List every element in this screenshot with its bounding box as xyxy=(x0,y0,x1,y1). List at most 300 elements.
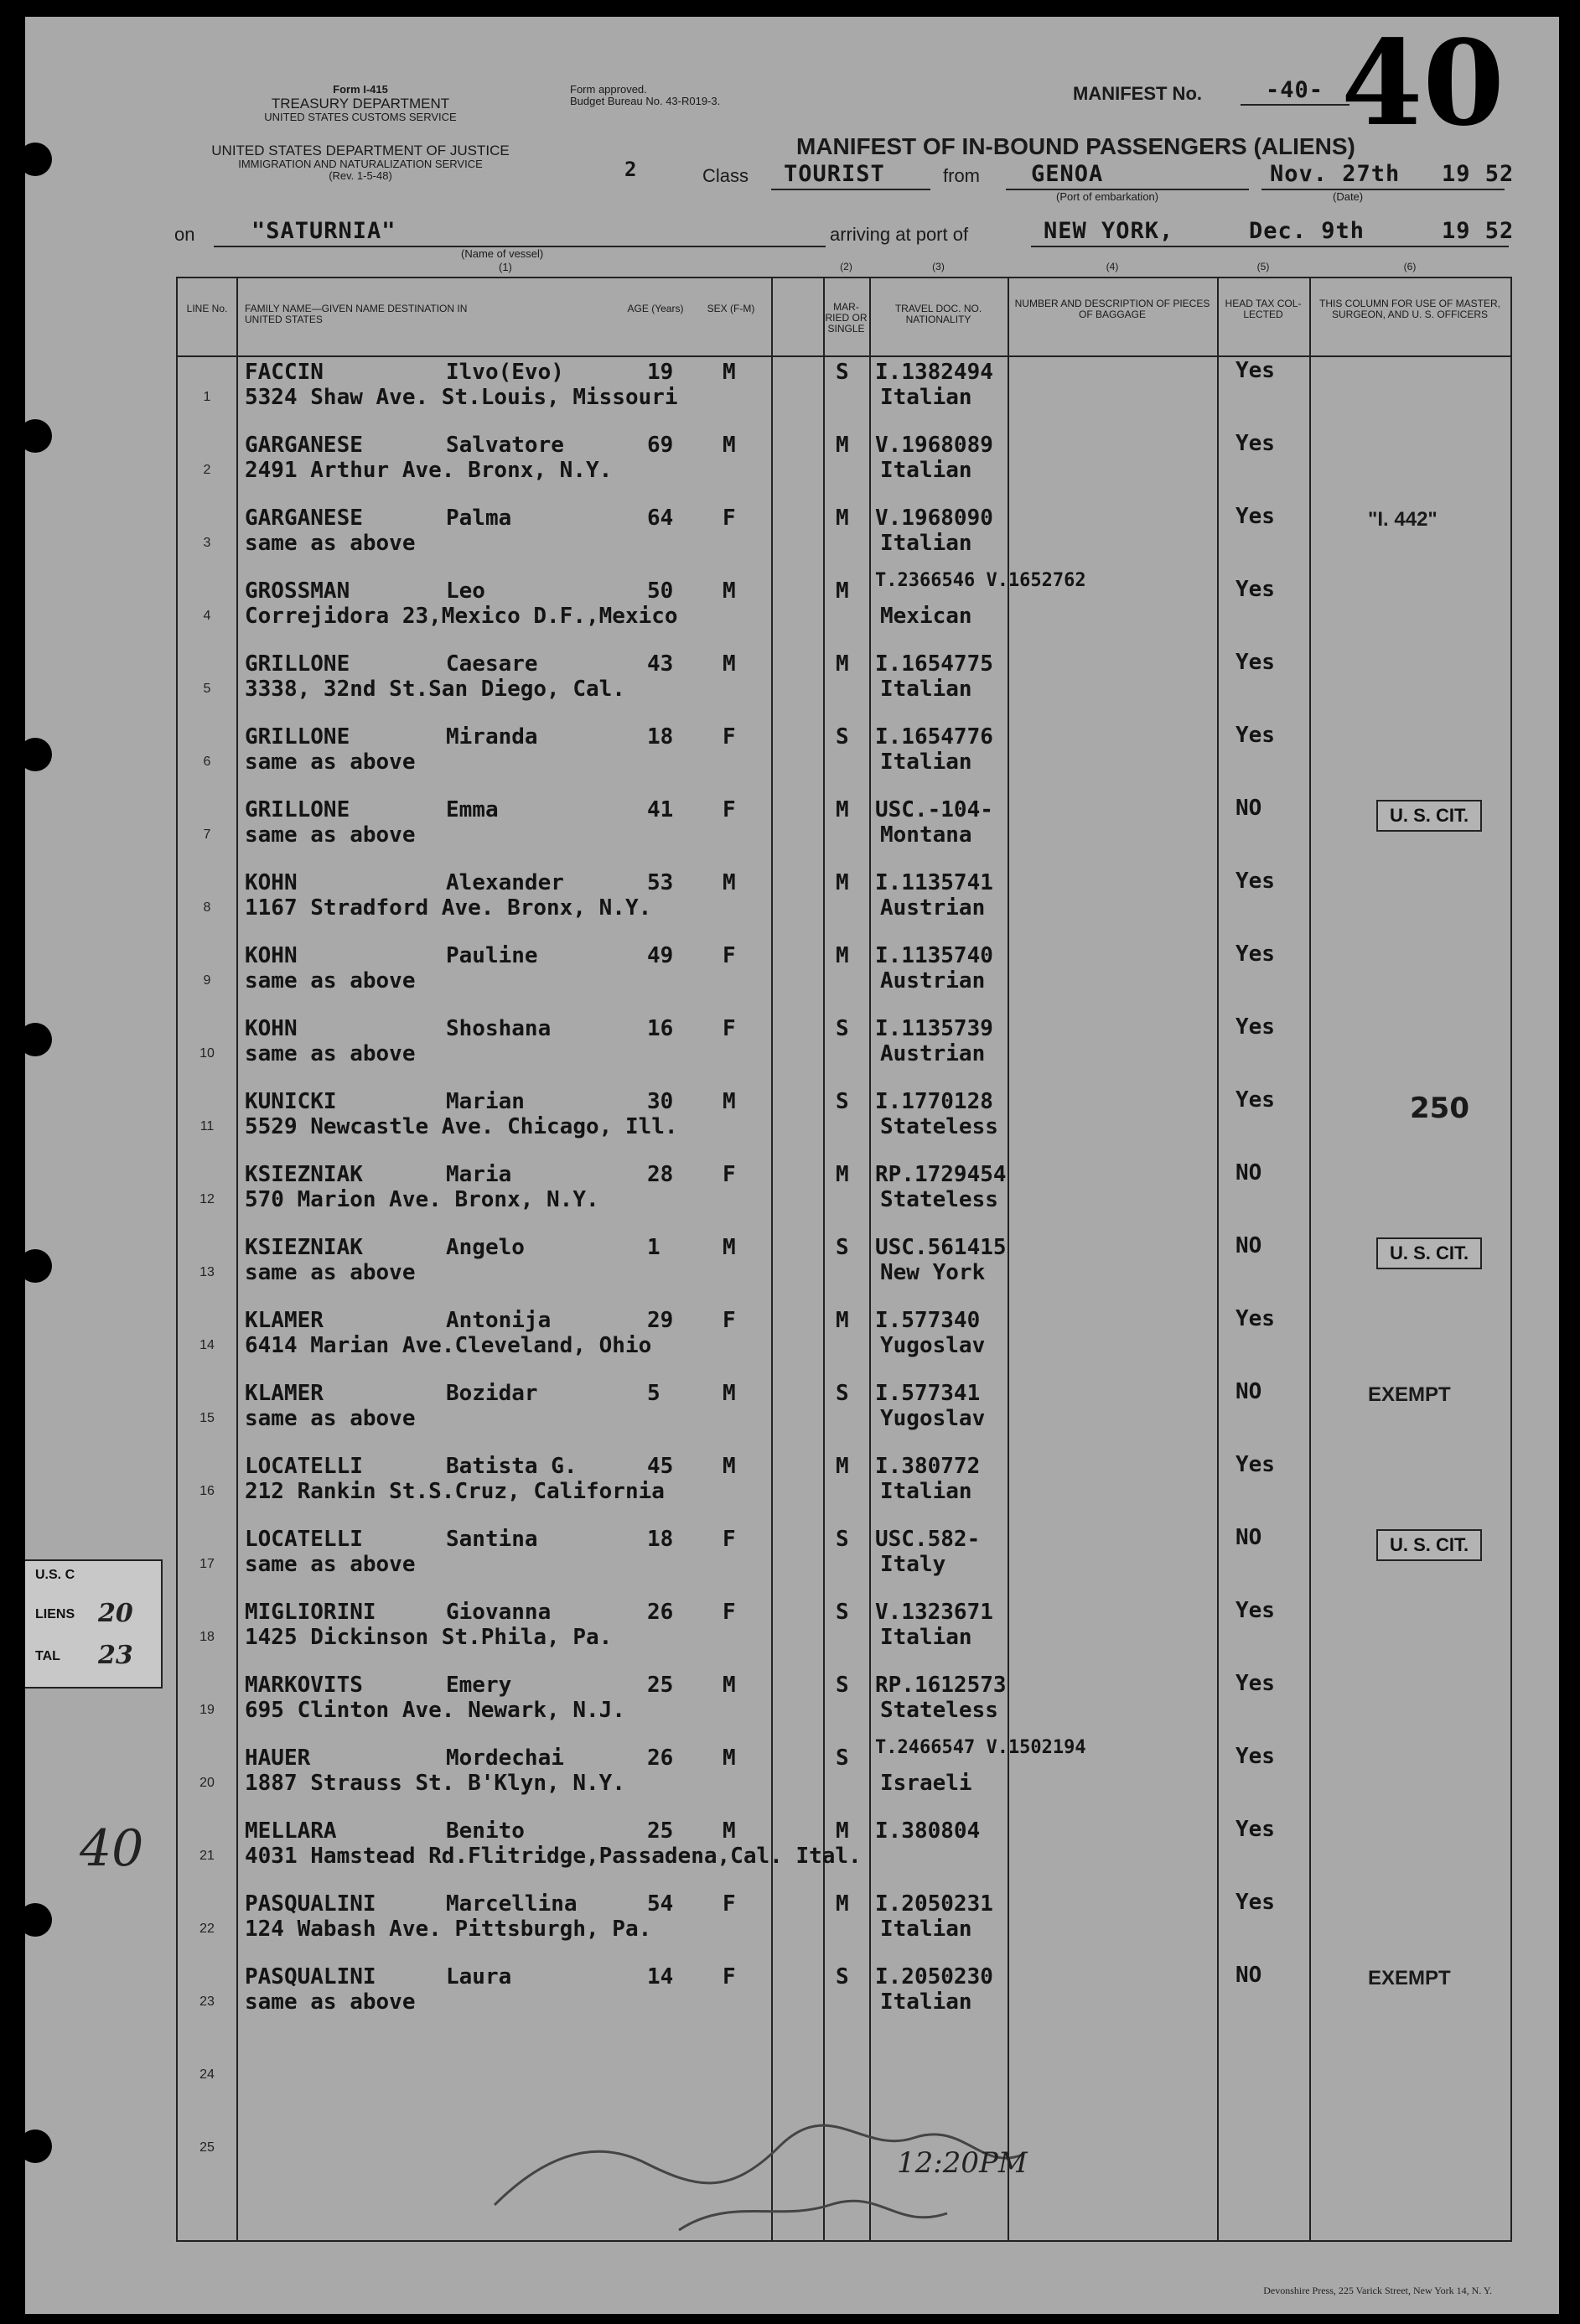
manifest-table xyxy=(176,261,1512,2242)
us-citizen-stamp: U. S. CIT. xyxy=(1376,800,1482,832)
travel-doc: RP.1729454 xyxy=(875,1162,1007,1187)
underline xyxy=(1261,189,1505,190)
age: 29 xyxy=(647,1308,674,1333)
given-name: Mordechai xyxy=(446,1746,564,1771)
nationality: Austrian xyxy=(880,895,986,921)
col-head-tax: HEAD TAX COLLECTED xyxy=(1225,298,1302,320)
head-tax: NO xyxy=(1236,1379,1262,1404)
marital-status: S xyxy=(836,360,849,385)
given-name: Santina xyxy=(446,1527,538,1552)
destination: 4031 Hamstead Rd.Flitridge,Passadena,Cal. Ital. xyxy=(245,1844,862,1869)
given-name: Ilvo(Evo) xyxy=(446,360,564,385)
given-name: Pauline xyxy=(446,943,538,968)
given-name: Benito xyxy=(446,1818,525,1844)
family-name: PASQUALINI xyxy=(245,1891,376,1917)
sailing-year: 19 52 xyxy=(1442,161,1515,187)
age: 43 xyxy=(647,651,674,677)
nationality: Austrian xyxy=(880,1041,986,1066)
nationality: Italian xyxy=(880,1917,972,1942)
family-name: FACCIN xyxy=(245,360,324,385)
margin-handwritten-number: 40 xyxy=(80,1819,144,1878)
travel-doc: USC.582- xyxy=(875,1527,981,1552)
given-name: Palma xyxy=(446,506,512,531)
line-number: 11 xyxy=(199,1119,215,1133)
nationality: Yugoslav xyxy=(880,1333,986,1358)
nationality: Italian xyxy=(880,677,972,702)
col-num-2: (2) xyxy=(840,261,852,272)
head-tax: NO xyxy=(1236,1160,1262,1185)
travel-doc: V.1968089 xyxy=(875,433,993,458)
sex: M xyxy=(723,360,736,385)
travel-doc: I.1382494 xyxy=(875,360,993,385)
given-name: Emma xyxy=(446,797,499,822)
travel-doc: I.577340 xyxy=(875,1308,981,1333)
summary-aliens-value: 20 xyxy=(98,1599,133,1628)
col-num-6: (6) xyxy=(1403,261,1417,272)
nationality: Italian xyxy=(880,385,972,410)
family-name: GRILLONE xyxy=(245,797,350,822)
officer-note: EXEMPT xyxy=(1368,1967,1451,1989)
travel-doc: USC.-104- xyxy=(875,797,993,822)
marital-status: M xyxy=(836,797,849,822)
approval-block xyxy=(570,84,720,107)
column-rule xyxy=(771,278,773,2240)
travel-doc: I.380772 xyxy=(875,1454,981,1479)
destination: 5324 Shaw Ave. St.Louis, Missouri xyxy=(245,385,678,410)
embarkation-port: GENOA xyxy=(1031,161,1104,187)
travel-doc: T.2366546 V.1652762 xyxy=(875,570,1086,591)
header-rule xyxy=(178,355,1510,357)
given-name: Caesare xyxy=(446,651,538,677)
arrival-date: Dec. 9th xyxy=(1249,218,1365,244)
class-label: Class xyxy=(702,165,749,186)
col-name: FAMILY NAME—GIVEN NAME DESTINATION IN UNITED STATES xyxy=(245,303,468,325)
sex: M xyxy=(723,1235,736,1260)
head-tax: Yes xyxy=(1236,577,1275,602)
sailing-date: Nov. 27th xyxy=(1270,161,1401,187)
head-tax: Yes xyxy=(1236,1014,1275,1040)
travel-doc: RP.1612573 xyxy=(875,1673,1007,1698)
arriving-label: arriving at port of xyxy=(830,224,969,245)
family-name: KSIEZNIAK xyxy=(245,1162,363,1187)
nationality: Italian xyxy=(880,458,972,483)
marital-status: S xyxy=(836,724,849,750)
family-name: KSIEZNIAK xyxy=(245,1235,363,1260)
head-tax: NO xyxy=(1236,1525,1262,1550)
destination: same as above xyxy=(245,822,416,848)
age: 25 xyxy=(647,1673,674,1698)
sex: M xyxy=(723,1818,736,1844)
manifest-title: MANIFEST OF IN-BOUND PASSENGERS (ALIENS) xyxy=(796,133,1355,159)
from-label: from xyxy=(943,165,980,186)
punch-hole xyxy=(25,738,52,771)
travel-doc: I.1135739 xyxy=(875,1016,993,1041)
travel-doc: I.380804 xyxy=(875,1818,981,1844)
age: 26 xyxy=(647,1600,674,1625)
line-number: 20 xyxy=(199,1776,215,1790)
line-number: 19 xyxy=(199,1703,215,1717)
destination: 570 Marion Ave. Bronx, N.Y. xyxy=(245,1187,599,1212)
on-label: on xyxy=(174,224,195,245)
justice-block xyxy=(168,143,553,182)
family-name: PASQUALINI xyxy=(245,1964,376,1989)
head-tax: Yes xyxy=(1236,504,1275,529)
column-rule xyxy=(869,278,871,2240)
nationality: Montana xyxy=(880,822,972,848)
given-name: Miranda xyxy=(446,724,538,750)
col-sex: SEX (F-M) xyxy=(707,303,755,314)
nationality: Stateless xyxy=(880,1698,998,1723)
destination: 5529 Newcastle Ave. Chicago, Ill. xyxy=(245,1114,678,1139)
travel-doc: I.1770128 xyxy=(875,1089,993,1114)
age: 41 xyxy=(647,797,674,822)
given-name: Marcellina xyxy=(446,1891,578,1917)
given-name: Laura xyxy=(446,1964,512,1989)
summary-total-value: 23 xyxy=(98,1641,133,1670)
marital-status: M xyxy=(836,1308,849,1333)
summary-total-label: TAL xyxy=(35,1649,60,1663)
sex: F xyxy=(723,506,736,531)
destination: same as above xyxy=(245,968,416,993)
head-tax: Yes xyxy=(1236,358,1275,383)
vessel-caption: (Name of vessel) xyxy=(461,247,544,260)
nationality: Italian xyxy=(880,1989,972,2015)
line-number: 6 xyxy=(203,755,211,769)
underline xyxy=(771,189,930,190)
destination: Correjidora 23,Mexico D.F.,Mexico xyxy=(245,604,678,629)
line-number: 14 xyxy=(199,1338,215,1352)
destination: 6414 Marian Ave.Cleveland, Ohio xyxy=(245,1333,652,1358)
age: 18 xyxy=(647,1527,674,1552)
destination: 695 Clinton Ave. Newark, N.J. xyxy=(245,1698,625,1723)
underline xyxy=(1031,246,1509,247)
manifest-page xyxy=(25,17,1559,2314)
marital-status: S xyxy=(836,1746,849,1771)
marital-status: M xyxy=(836,433,849,458)
underline xyxy=(1241,104,1349,106)
form-agency-block xyxy=(243,84,478,123)
sex: F xyxy=(723,1891,736,1917)
marital-status: M xyxy=(836,578,849,604)
destination: same as above xyxy=(245,750,416,775)
given-name: Batista G. xyxy=(446,1454,578,1479)
nationality: Italian xyxy=(880,1479,972,1504)
travel-doc: V.1323671 xyxy=(875,1600,993,1625)
sex: M xyxy=(723,578,736,604)
family-name: MARKOVITS xyxy=(245,1673,363,1698)
marital-status: S xyxy=(836,1089,849,1114)
marital-status: M xyxy=(836,1454,849,1479)
column-rule xyxy=(236,278,238,2240)
destination: 2491 Arthur Ave. Bronx, N.Y. xyxy=(245,458,613,483)
date-caption: (Date) xyxy=(1333,190,1364,203)
sex: M xyxy=(723,433,736,458)
given-name: Marian xyxy=(446,1089,525,1114)
col-officers: THIS COLUMN FOR USE OF MASTER, SURGEON, AND U. S. OFFICERS xyxy=(1318,298,1500,320)
nationality: New York xyxy=(880,1260,986,1285)
travel-doc: I.1654775 xyxy=(875,651,993,677)
sex: F xyxy=(723,1162,736,1187)
marital-status: S xyxy=(836,1527,849,1552)
marital-status: M xyxy=(836,1818,849,1844)
punch-hole xyxy=(25,1903,52,1937)
nationality: Yugoslav xyxy=(880,1406,986,1431)
sex: F xyxy=(723,1600,736,1625)
col1-caption: (1) xyxy=(499,261,512,273)
age: 16 xyxy=(647,1016,674,1041)
col-baggage: NUMBER AND DESCRIPTION OF PIECES OF BAGGAGE xyxy=(1014,298,1210,320)
head-tax: Yes xyxy=(1236,1671,1275,1696)
line-number: 3 xyxy=(203,536,211,550)
vessel-name: "SATURNIA" xyxy=(251,218,396,244)
line-number: 9 xyxy=(203,973,211,988)
sex: F xyxy=(723,943,736,968)
travel-doc: I.1654776 xyxy=(875,724,993,750)
family-name: MELLARA xyxy=(245,1818,337,1844)
sex: M xyxy=(723,1673,736,1698)
destination: 1425 Dickinson St.Phila, Pa. xyxy=(245,1625,613,1650)
marital-status: S xyxy=(836,1673,849,1698)
given-name: Giovanna xyxy=(446,1600,552,1625)
age: 18 xyxy=(647,724,674,750)
form-number: Form I-415 xyxy=(333,83,388,96)
destination: same as above xyxy=(245,1406,416,1431)
line-number: 13 xyxy=(199,1265,215,1279)
head-tax: NO xyxy=(1236,1963,1262,1988)
age: 28 xyxy=(647,1162,674,1187)
nationality: Italian xyxy=(880,1625,972,1650)
summary-uscit-label: U.S. C xyxy=(35,1568,75,1582)
sex: M xyxy=(723,1089,736,1114)
line-number: 10 xyxy=(199,1046,215,1061)
head-tax: Yes xyxy=(1236,1452,1275,1477)
destination: same as above xyxy=(245,531,416,556)
destination: same as above xyxy=(245,1041,416,1066)
travel-doc: USC.561415 xyxy=(875,1235,1007,1260)
nationality: Mexican xyxy=(880,604,972,629)
marital-status: M xyxy=(836,870,849,895)
sex: F xyxy=(723,1308,736,1333)
class-value: TOURIST xyxy=(784,161,885,187)
marital-status: M xyxy=(836,943,849,968)
line-number: 25 xyxy=(199,2140,215,2155)
line-number: 12 xyxy=(199,1192,215,1206)
treasury-dept: TREASURY DEPARTMENT xyxy=(271,96,450,112)
customs-service: UNITED STATES CUSTOMS SERVICE xyxy=(264,111,457,123)
port-caption: (Port of embarkation) xyxy=(1056,190,1159,203)
given-name: Emery xyxy=(446,1673,512,1698)
line-number: 21 xyxy=(199,1849,215,1863)
printer-footer: Devonshire Press, 225 Varick Street, New York 14, N. Y. xyxy=(1263,2285,1492,2296)
age: 54 xyxy=(647,1891,674,1917)
marital-status: M xyxy=(836,1891,849,1917)
given-name: Leo xyxy=(446,578,485,604)
punch-hole xyxy=(25,143,52,176)
nationality: Israeli xyxy=(880,1771,972,1796)
marital-status: M xyxy=(836,651,849,677)
destination: same as above xyxy=(245,1552,416,1577)
head-tax: NO xyxy=(1236,1233,1262,1258)
age: 25 xyxy=(647,1818,674,1844)
line-number: 17 xyxy=(199,1557,215,1571)
punch-hole xyxy=(25,1249,52,1283)
given-name: Shoshana xyxy=(446,1016,552,1041)
head-tax: Yes xyxy=(1236,1890,1275,1915)
destination: same as above xyxy=(245,1260,416,1285)
marital-status: M xyxy=(836,1162,849,1187)
given-name: Angelo xyxy=(446,1235,525,1260)
family-name: MIGLIORINI xyxy=(245,1600,376,1625)
head-tax: Yes xyxy=(1236,869,1275,894)
family-name: KUNICKI xyxy=(245,1089,337,1114)
family-name: KOHN xyxy=(245,870,298,895)
nationality: Stateless xyxy=(880,1187,998,1212)
age: 53 xyxy=(647,870,674,895)
us-citizen-stamp: U. S. CIT. xyxy=(1376,1529,1482,1561)
head-tax: Yes xyxy=(1236,1744,1275,1769)
family-name: HAUER xyxy=(245,1746,311,1771)
travel-doc: I.577341 xyxy=(875,1381,981,1406)
family-name: KOHN xyxy=(245,943,298,968)
class-number: 2 xyxy=(624,158,638,181)
line-number: 2 xyxy=(203,463,211,477)
budget-bureau: Budget Bureau No. 43-R019-3. xyxy=(570,95,721,107)
age: 19 xyxy=(647,360,674,385)
sex: F xyxy=(723,1527,736,1552)
justice-dept: UNITED STATES DEPARTMENT OF JUSTICE xyxy=(211,143,510,158)
arrival-port: NEW YORK, xyxy=(1044,218,1174,244)
line-number: 23 xyxy=(199,1995,215,2009)
line-number: 24 xyxy=(199,2067,215,2082)
travel-doc: I.2050230 xyxy=(875,1964,993,1989)
marital-status: S xyxy=(836,1016,849,1041)
officer-note: "I. 442" xyxy=(1368,508,1438,531)
nationality: Italian xyxy=(880,750,972,775)
family-name: KOHN xyxy=(245,1016,298,1041)
age: 14 xyxy=(647,1964,674,1989)
revision: (Rev. 1-5-48) xyxy=(329,169,392,182)
marital-status: S xyxy=(836,1381,849,1406)
manifest-label: MANIFEST No. xyxy=(1073,83,1202,104)
destination: 1167 Stradford Ave. Bronx, N.Y. xyxy=(245,895,652,921)
line-number: 1 xyxy=(203,390,211,404)
punch-hole xyxy=(25,1023,52,1056)
age: 50 xyxy=(647,578,674,604)
family-name: GRILLONE xyxy=(245,724,350,750)
given-name: Maria xyxy=(446,1162,512,1187)
head-tax: NO xyxy=(1236,796,1262,821)
travel-doc: I.2050231 xyxy=(875,1891,993,1917)
summary-box xyxy=(25,1559,163,1689)
family-name: GARGANESE xyxy=(245,433,363,458)
col-age: AGE (Years) xyxy=(627,303,684,314)
head-tax: Yes xyxy=(1236,1087,1275,1113)
sex: F xyxy=(723,724,736,750)
family-name: KLAMER xyxy=(245,1381,324,1406)
given-name: Antonija xyxy=(446,1308,552,1333)
marital-status: S xyxy=(836,1964,849,1989)
nationality: Austrian xyxy=(880,968,986,993)
us-citizen-stamp: U. S. CIT. xyxy=(1376,1237,1482,1269)
destination: 124 Wabash Ave. Pittsburgh, Pa. xyxy=(245,1917,652,1942)
travel-doc: I.1135740 xyxy=(875,943,993,968)
age: 26 xyxy=(647,1746,674,1771)
marital-status: S xyxy=(836,1235,849,1260)
arrival-year: 19 52 xyxy=(1442,218,1515,244)
sex: M xyxy=(723,1746,736,1771)
line-number: 5 xyxy=(203,682,211,696)
line-number: 4 xyxy=(203,609,211,623)
family-name: KLAMER xyxy=(245,1308,324,1333)
given-name: Bozidar xyxy=(446,1381,538,1406)
age: 69 xyxy=(647,433,674,458)
form-approved: Form approved. xyxy=(570,83,647,96)
sex: F xyxy=(723,1964,736,1989)
ins-service: IMMIGRATION AND NATURALIZATION SERVICE xyxy=(238,158,483,170)
line-number: 16 xyxy=(199,1484,215,1498)
sex: M xyxy=(723,1454,736,1479)
officer-note: 250 xyxy=(1410,1092,1469,1125)
family-name: GRILLONE xyxy=(245,651,350,677)
sex: F xyxy=(723,1016,736,1041)
age: 64 xyxy=(647,506,674,531)
col-travel-doc: TRAVEL DOC. NO. NATIONALITY xyxy=(894,303,982,325)
punch-hole xyxy=(25,419,52,453)
column-rule xyxy=(1309,278,1311,2240)
sex: M xyxy=(723,651,736,677)
col-line-no: LINE No. xyxy=(186,303,228,314)
col-married: MARRIED OR SINGLE xyxy=(825,301,868,335)
manifest-big-number: 40 xyxy=(1341,17,1505,153)
col-num-4: (4) xyxy=(1106,261,1119,272)
nationality: Italy xyxy=(880,1552,946,1577)
given-name: Alexander xyxy=(446,870,564,895)
sex: M xyxy=(723,1381,736,1406)
head-tax: Yes xyxy=(1236,431,1275,456)
age: 45 xyxy=(647,1454,674,1479)
age: 49 xyxy=(647,943,674,968)
family-name: GROSSMAN xyxy=(245,578,350,604)
manifest-number: -40- xyxy=(1266,77,1324,103)
head-tax: Yes xyxy=(1236,723,1275,748)
line-number: 15 xyxy=(199,1411,215,1425)
time-note: 12:20PM xyxy=(897,2146,1028,2180)
col-num-5: (5) xyxy=(1256,261,1270,272)
marital-status: M xyxy=(836,506,849,531)
travel-doc: I.1135741 xyxy=(875,870,993,895)
line-number: 22 xyxy=(199,1922,215,1936)
line-number: 18 xyxy=(199,1630,215,1644)
given-name: Salvatore xyxy=(446,433,564,458)
head-tax: Yes xyxy=(1236,942,1275,967)
travel-doc: T.2466547 V.1502194 xyxy=(875,1737,1086,1758)
column-rule xyxy=(823,278,825,2240)
line-number: 7 xyxy=(203,827,211,842)
head-tax: Yes xyxy=(1236,1306,1275,1331)
nationality: Stateless xyxy=(880,1114,998,1139)
travel-doc: V.1968090 xyxy=(875,506,993,531)
family-name: LOCATELLI xyxy=(245,1527,363,1552)
destination: 212 Rankin St.S.Cruz, California xyxy=(245,1479,665,1504)
age: 1 xyxy=(647,1235,660,1260)
marital-status: S xyxy=(836,1600,849,1625)
col-num-3: (3) xyxy=(932,261,945,272)
column-rule xyxy=(1217,278,1219,2240)
summary-aliens-label: LIENS xyxy=(35,1607,75,1621)
nationality: Italian xyxy=(880,531,972,556)
head-tax: Yes xyxy=(1236,650,1275,675)
head-tax: Yes xyxy=(1236,1817,1275,1842)
